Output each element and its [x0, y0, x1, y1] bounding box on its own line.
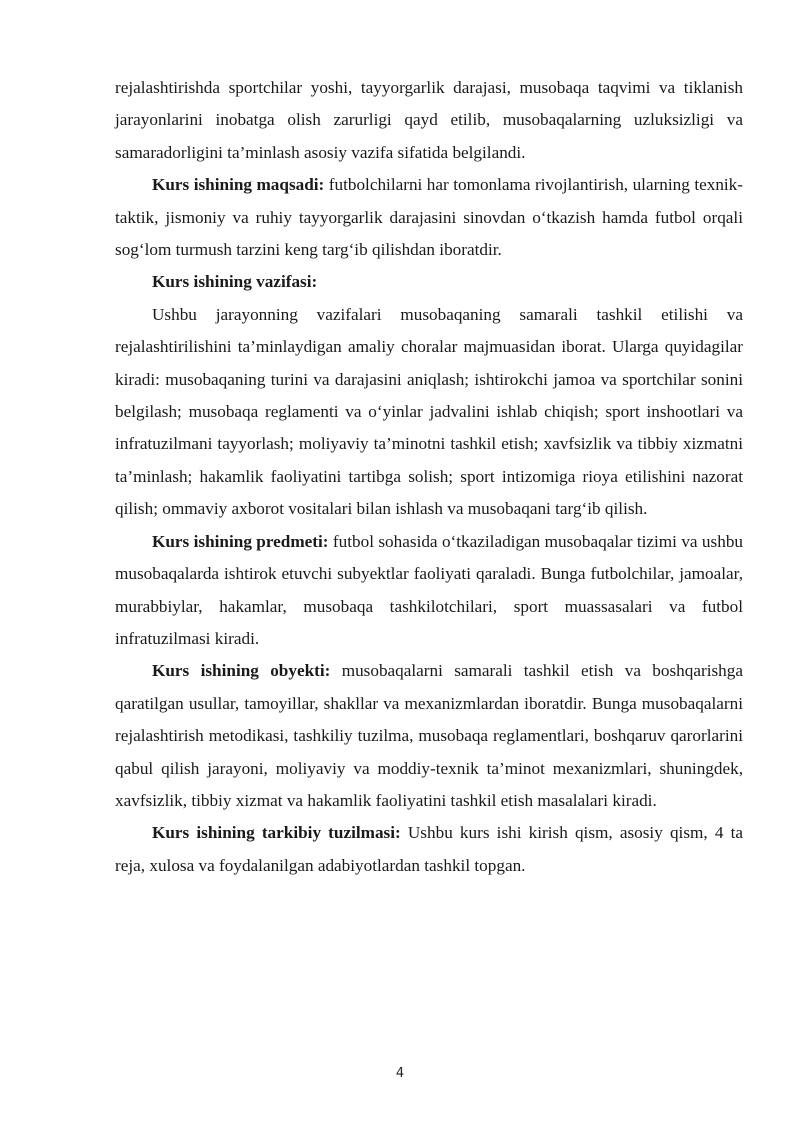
- paragraph-structure: [115, 817, 743, 882]
- paragraph-text: musobaqalarni samarali tashkil etish va boshqarishga qaratilgan usullar, tamoyillar, shakllar va mexanizmlardan iboratdir. Bunga musobaqalarni rejalashtirish metodikasi, tashkiliy tuzilma, musobaqa reglamentlari, boshqaruv qarorlarini qabul qilish jarayoni, moliyaviy va moddiy-texnik ta’minot mexanizmlari, shuningdek, xavfsizlik, tibbiy xizmat va hakamlik faoliyatini tashkil etish masalalari kiradi.: [115, 661, 743, 810]
- paragraph-heading: Kurs ishining tarkibiy tuzilmasi:: [152, 823, 401, 843]
- paragraph-text: Ushbu kurs ishi kirish qism, asosiy qism, 4 ta reja, xulosa va foydalanilgan adabiyotlardan tashkil topgan.: [115, 823, 743, 875]
- paragraph-object: [115, 655, 743, 817]
- paragraph-tasks: [115, 299, 743, 526]
- paragraph-goal: [115, 169, 743, 266]
- paragraph-heading: Kurs ishining maqsadi:: [152, 175, 325, 195]
- paragraph-text: futbol sohasida o‘tkaziladigan musobaqalar tizimi va ushbu musobaqalarda ishtirok etuvchi subyektlar faoliyati qaraladi. Bunga futbolchilar, jamoalar, murabbiylar, hakamlar, musobaqa tashkilotchilari, sport muassasalari va futbol infratuzilmasi kiradi.: [115, 531, 744, 648]
- paragraph-subject: [115, 526, 743, 656]
- page-number: 4: [395, 1066, 405, 1081]
- paragraph-text: Ushbu jarayonning vazifalari musobaqaning samarali tashkil etilishi va rejalashtirilishini ta’minlaydigan amaliy choralar majmuasidan iborat. Ularga quyidagilar kiradi: musobaqaning turini va darajasini aniqlash; ishtirokchi jamoa va sportchilar sonini belgilash; musobaqa reglamenti va o‘yinlar jadvalini ishlab chiqish; sport inshootlari va infratuzilmani tayyorlash; moliyaviy ta’minotni tashkil etish; xavfsizlik va tibbiy xizmatni ta’minlash; hakamlik faoliyatini tartibga solish; sport intizomiga rioya etilishini nazorat qilish; ommaviy axborot vositalari bilan ishlash va musobaqani targ‘ib qilish.: [115, 304, 743, 519]
- paragraph-continuation: [115, 72, 743, 169]
- paragraph-heading: Kurs ishining predmeti:: [152, 531, 329, 551]
- paragraph-text: futbolchilarni har tomonlama rivojlantirish, ularning texnik-taktik, jismoniy va ruhiy tayyorgarlik darajasini sinovdan o‘tkazish hamda futbol orqali sog‘lom turmush tarzini keng targ‘ib qilishdan iboratdir.: [115, 175, 744, 260]
- document-body: [115, 72, 743, 882]
- paragraph-text: rejalashtirishda sportchilar yoshi, tayyorgarlik darajasi, musobaqa taqvimi va tiklanish jarayonlarini inobatga olish zarurligi qayd etilib, musobaqalarning uzluksizligi va samaradorligini ta’minlash asosiy vazifa sifatida belgilandi.: [115, 78, 743, 162]
- paragraph-heading: Kurs ishining vazifasi:: [152, 272, 318, 292]
- paragraph-tasks-heading: [115, 266, 743, 298]
- paragraph-heading: Kurs ishining obyekti:: [152, 661, 331, 681]
